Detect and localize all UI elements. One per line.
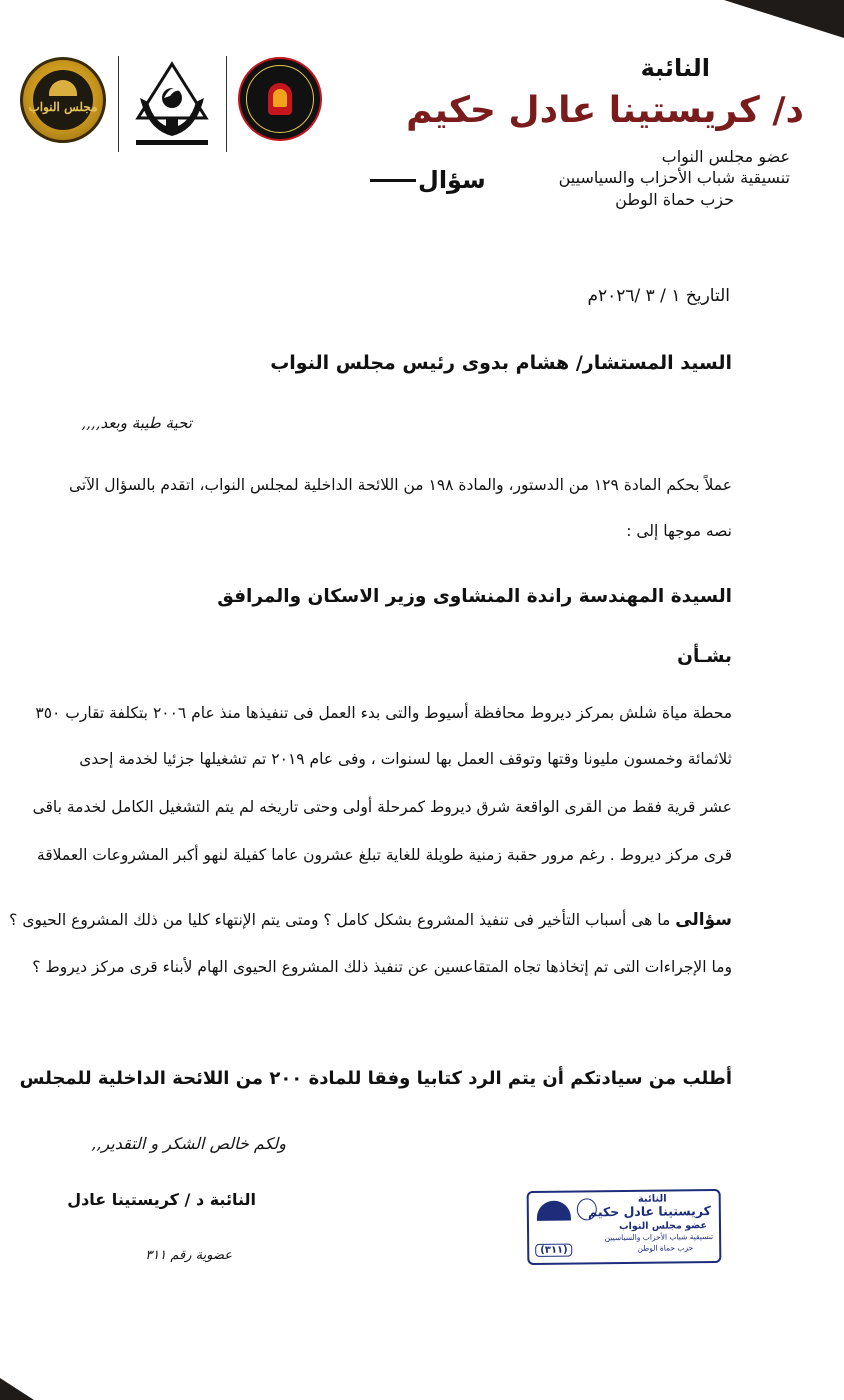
intro-line: عملاً بحكم المادة ١٢٩ من الدستور، والمادة ١٩٨ من اللائحة الداخلية لمجلس النواب، اتقدم بالسؤال الآتى xyxy=(68,476,732,494)
youth-coordination-logo xyxy=(130,58,214,150)
corner-decoration-bar xyxy=(774,0,844,16)
stamp-youth: تنسيقية شباب الأحزاب والسياسيين xyxy=(604,1232,714,1243)
body-line: ثلاثمائة وخمسون مليونا وقتها وتوقف العمل بها لسنوات ، وفى عام ٢٠١٩ تم تشغيلها جزئيا لخدمة إحدى xyxy=(79,750,732,768)
body-line: قرى مركز ديروط . رغم مرور حقبة زمنية طويلة للغاية تبلغ عشرون عاما كفيلة لنهو أكبر المشروعات العملاقة xyxy=(36,846,732,864)
closing-thanks: ولكم خالص الشكر و التقدير,, xyxy=(91,1134,286,1153)
parliament-logo-text: مجلس النواب xyxy=(28,100,98,114)
question-text: ما هى أسباب التأخير فى تنفيذ المشروع بشكل كامل ؟ ومتى يتم الإنتهاء كليا من ذلك المشروع الحيوى ؟ xyxy=(9,911,671,929)
reply-request: أطلب من سيادتكم أن يتم الرد كتابيا وفقا للمادة ٢٠٠ من اللائحة الداخلية للمجلس xyxy=(19,1068,732,1089)
body-line: عشر قرية فقط من القرى الواقعة شرق ديروط كمرحلة أولى وحتى تاريخه لم يتم التشغيل الكامل لخدمة باقى xyxy=(32,798,732,816)
intro-line: نصه موجها إلى : xyxy=(626,522,732,540)
stamp-title: النائبة xyxy=(637,1193,667,1205)
stamp-member: عضو مجلس النواب xyxy=(619,1220,708,1233)
question-line xyxy=(9,910,732,930)
subject-label: بشـأن xyxy=(677,646,732,667)
parliament-logo xyxy=(20,57,106,143)
letterhead-line-parliament: عضو مجلس النواب xyxy=(661,147,790,166)
letterhead-line-youth: تنسيقية شباب الأحزاب والسياسيين xyxy=(558,168,790,187)
question-heading-text: سؤال xyxy=(418,166,486,194)
question-word: سؤالى xyxy=(675,910,732,930)
homat-alwatan-party-logo xyxy=(238,57,322,141)
logo-divider xyxy=(118,56,119,152)
official-stamp xyxy=(527,1189,722,1265)
membership-number: عضوية رقم ٣١١ xyxy=(145,1248,232,1263)
stamp-name: كريستينا عادل حكيم xyxy=(587,1203,711,1220)
stamp-party: حزب حماة الوطن xyxy=(637,1243,694,1253)
letterhead-line-party: حزب حماة الوطن xyxy=(615,190,734,209)
corner-decoration-bottom xyxy=(0,1378,34,1400)
question-line: وما الإجراءات التى تم إتخاذها تجاه المتقاعسين عن تنفيذ ذلك المشروع الحيوى الهام لأبناء قرى مركز ديروط ؟ xyxy=(32,958,732,976)
question-heading xyxy=(368,166,486,194)
letterhead-title: النائبة xyxy=(640,54,710,82)
signer-name: النائبة د / كريستينا عادل xyxy=(67,1190,256,1209)
letterhead-name: د/ كريستينا عادل حكيم xyxy=(406,90,804,131)
letter-date: التاريخ ١ / ٣ /٢٠٢٦م xyxy=(587,286,730,306)
stamp-number: (٣١١) xyxy=(535,1244,573,1257)
logo-divider xyxy=(226,56,227,152)
greeting: تحية طيبة وبعد,,,, xyxy=(81,414,192,432)
addressee: السيد المستشار/ هشام بدوى رئيس مجلس النواب xyxy=(270,352,732,374)
stamp-dome-icon xyxy=(537,1201,571,1221)
body-line: محطة مياة شلش بمركز ديروط محافظة أسيوط والتى بدء العمل فى تنفيذها منذ عام ٢٠٠٦ بتكلفة تقارب ٣٥٠ xyxy=(35,704,732,722)
minister-addressee: السيدة المهندسة راندة المنشاوى وزير الاسكان والمرافق xyxy=(217,586,732,607)
